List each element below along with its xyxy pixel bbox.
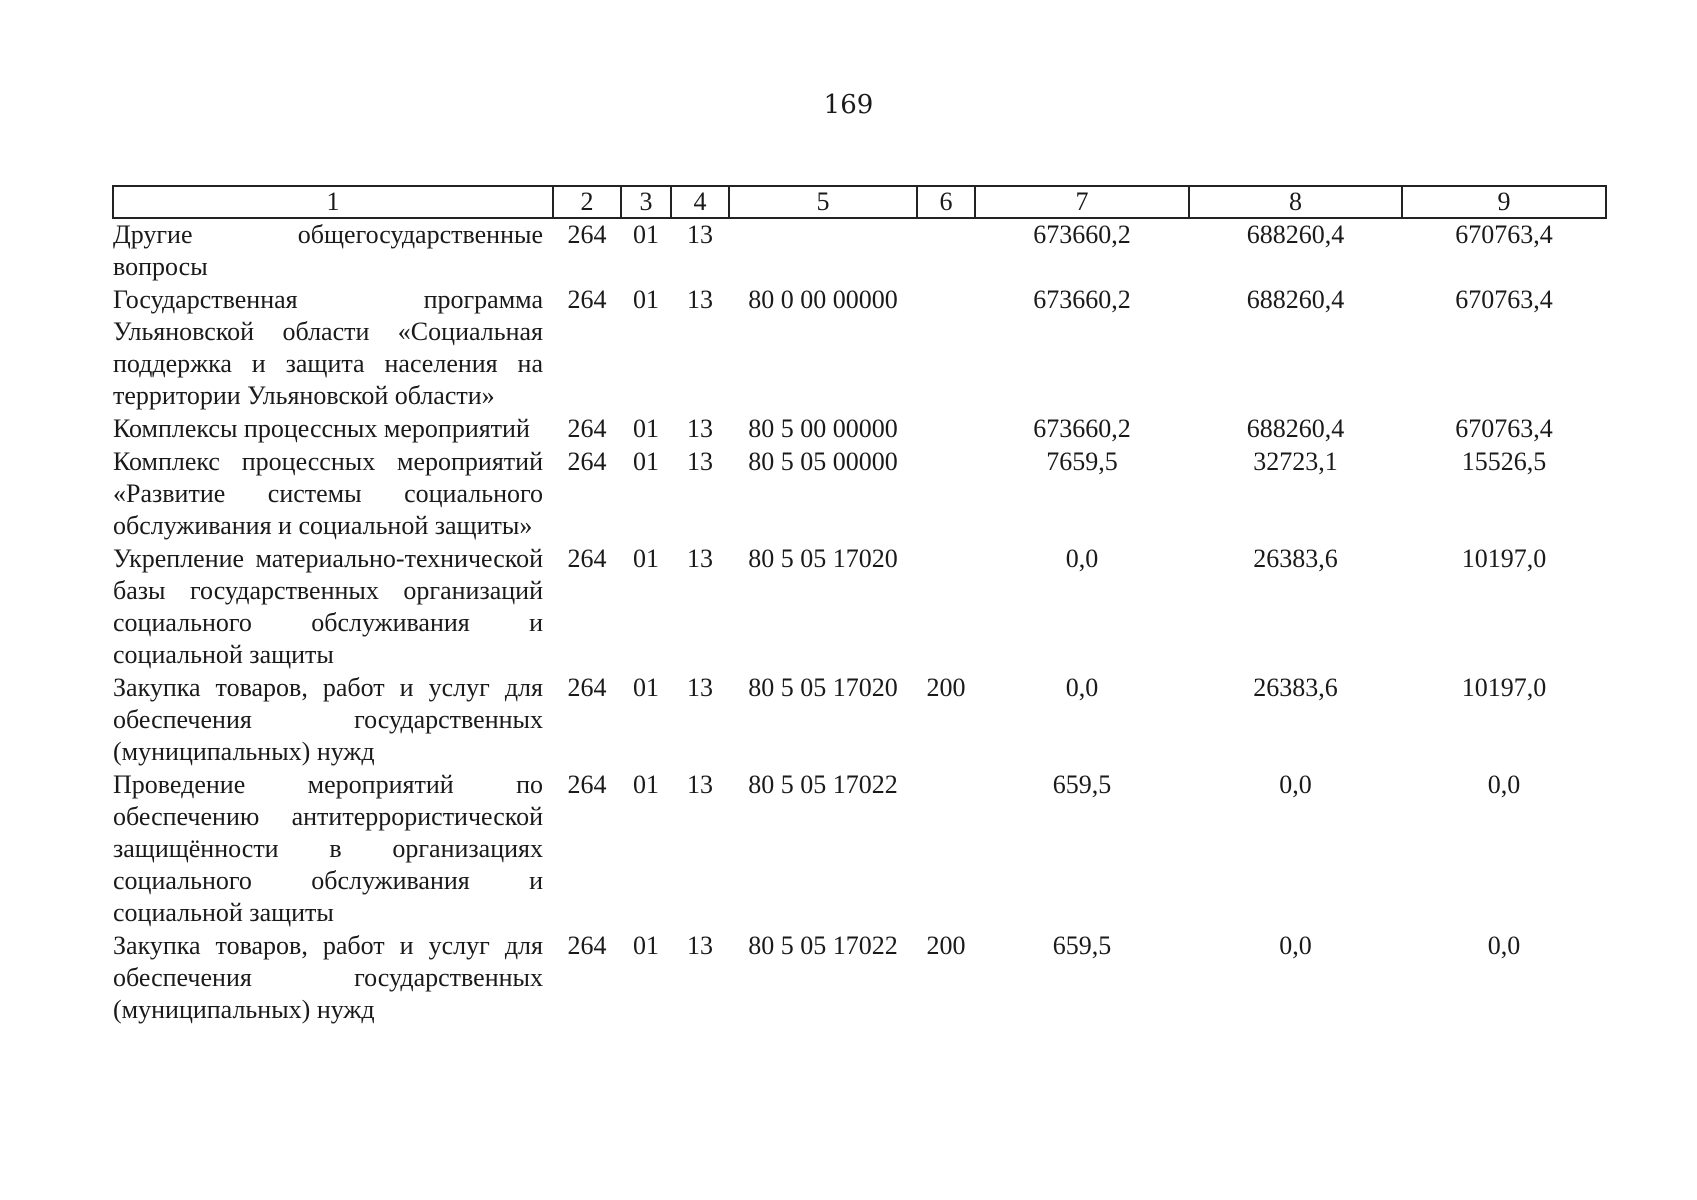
budget-table xyxy=(112,185,1607,1027)
cell-col4: 13 xyxy=(687,931,713,960)
budget-sheet xyxy=(112,185,1605,1027)
column-header: 9 xyxy=(1402,186,1606,218)
column-header: 5 xyxy=(729,186,917,218)
table-row xyxy=(113,284,1606,413)
column-header: 2 xyxy=(553,186,621,218)
cell-col3: 01 xyxy=(633,770,659,799)
row-name: Государственная программа Ульяновской области «Социальная поддержка и защита населения на территории Ульяновской области» xyxy=(113,285,543,410)
cell-col8: 688260,4 xyxy=(1246,220,1345,249)
table-row xyxy=(113,413,1606,446)
cell-col9: 0,0 xyxy=(1487,931,1521,960)
cell-col3: 01 xyxy=(633,447,659,476)
cell-col7: 659,5 xyxy=(1052,770,1112,799)
cell-col9: 670763,4 xyxy=(1455,414,1553,443)
cell-col5: 80 5 05 17022 xyxy=(748,931,898,960)
cell-col3: 01 xyxy=(633,931,659,960)
cell-col6 xyxy=(917,543,975,672)
table-row xyxy=(113,446,1606,543)
cell-col6 xyxy=(917,284,975,413)
row-name: Укрепление материально-технической базы государственных организаций социального обслуживания и социальной защиты xyxy=(113,544,543,669)
table-row xyxy=(113,218,1606,284)
cell-col8: 688260,4 xyxy=(1246,414,1345,443)
cell-col8: 688260,4 xyxy=(1246,285,1345,314)
cell-col2: 264 xyxy=(567,414,607,443)
table-header-row xyxy=(113,186,1606,218)
cell-col5: 80 5 05 17022 xyxy=(748,770,898,799)
cell-col8: 32723,1 xyxy=(1253,447,1338,476)
cell-col3: 01 xyxy=(633,220,659,249)
cell-col8: 26383,6 xyxy=(1253,673,1338,702)
cell-col7: 7659,5 xyxy=(1046,447,1118,476)
cell-col8: 26383,6 xyxy=(1253,544,1338,573)
cell-col7: 659,5 xyxy=(1052,931,1112,960)
cell-col6: 200 xyxy=(926,673,966,702)
cell-col2: 264 xyxy=(567,770,607,799)
column-header: 4 xyxy=(671,186,729,218)
table-row xyxy=(113,769,1606,930)
cell-col6 xyxy=(917,413,975,446)
cell-col3: 01 xyxy=(633,544,659,573)
cell-col2: 264 xyxy=(567,447,607,476)
column-header: 6 xyxy=(917,186,975,218)
page-number: 169 xyxy=(823,90,874,120)
row-name: Другие общегосударственные вопросы xyxy=(113,220,543,281)
cell-col5: 80 0 00 00000 xyxy=(748,285,898,314)
cell-col2: 264 xyxy=(567,544,607,573)
cell-col4: 13 xyxy=(687,447,713,476)
cell-col6 xyxy=(917,218,975,284)
cell-col4: 13 xyxy=(687,220,713,249)
cell-col9: 670763,4 xyxy=(1455,220,1553,249)
row-name: Комплекс процессных мероприятий «Развитие системы социального обслуживания и социальной защиты» xyxy=(113,447,543,540)
cell-col7: 0,0 xyxy=(1065,544,1099,573)
cell-col4: 13 xyxy=(687,770,713,799)
cell-col3: 01 xyxy=(633,285,659,314)
row-name: Комплексы процессных мероприятий xyxy=(113,414,530,443)
cell-col3: 01 xyxy=(633,414,659,443)
cell-col2: 264 xyxy=(567,931,607,960)
cell-col5: 80 5 05 17020 xyxy=(748,544,898,573)
cell-col4: 13 xyxy=(687,414,713,443)
cell-col9: 10197,0 xyxy=(1461,544,1547,573)
cell-col4: 13 xyxy=(687,285,713,314)
table-row xyxy=(113,543,1606,672)
table-row xyxy=(113,930,1606,1027)
cell-col5: 80 5 05 17020 xyxy=(748,673,898,702)
cell-col8: 0,0 xyxy=(1279,770,1312,799)
column-header: 8 xyxy=(1189,186,1402,218)
column-header: 3 xyxy=(621,186,671,218)
cell-col2: 264 xyxy=(567,673,607,702)
cell-col5: 80 5 00 00000 xyxy=(748,414,898,443)
cell-col9: 670763,4 xyxy=(1455,285,1553,314)
row-name: Проведение мероприятий по обеспечению антитеррористической защищённости в организациях социального обслуживания и социальной защиты xyxy=(113,770,543,927)
cell-col4: 13 xyxy=(687,673,713,702)
cell-col2: 264 xyxy=(567,220,607,249)
cell-col7: 0,0 xyxy=(1065,673,1099,702)
column-header: 1 xyxy=(113,186,553,218)
cell-col7: 673660,2 xyxy=(1033,414,1131,443)
table-row xyxy=(113,672,1606,769)
cell-col9: 15526,5 xyxy=(1461,447,1547,476)
cell-col7: 673660,2 xyxy=(1033,285,1131,314)
cell-col5 xyxy=(729,218,917,284)
cell-col6 xyxy=(917,769,975,930)
cell-col6 xyxy=(917,446,975,543)
cell-col3: 01 xyxy=(633,673,659,702)
row-name: Закупка товаров, работ и услуг для обеспечения государственных (муниципальных) нужд xyxy=(113,931,543,1024)
cell-col7: 673660,2 xyxy=(1033,220,1131,249)
cell-col9: 10197,0 xyxy=(1461,673,1547,702)
row-name: Закупка товаров, работ и услуг для обеспечения государственных (муниципальных) нужд xyxy=(113,673,543,766)
cell-col8: 0,0 xyxy=(1279,931,1312,960)
column-header: 7 xyxy=(975,186,1189,218)
cell-col4: 13 xyxy=(687,544,713,573)
cell-col2: 264 xyxy=(567,285,607,314)
cell-col5: 80 5 05 00000 xyxy=(748,447,898,476)
cell-col6: 200 xyxy=(926,931,966,960)
cell-col9: 0,0 xyxy=(1487,770,1521,799)
